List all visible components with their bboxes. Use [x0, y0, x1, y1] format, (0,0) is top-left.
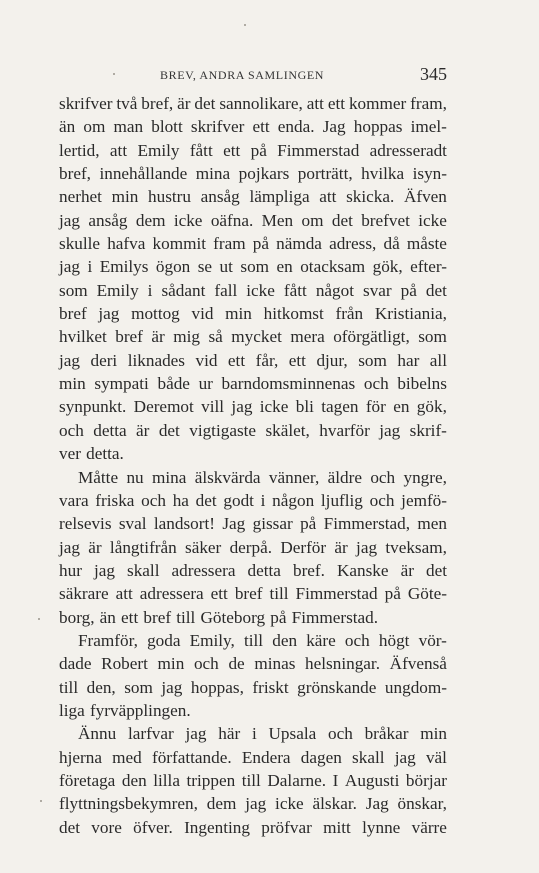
- paper-speck: [113, 73, 115, 75]
- text-line: hjerna med författande. Endera dagen skall jag väl: [59, 747, 447, 767]
- text-line: flyttningsbekymren, dem jag icke älskar. Jag önskar,: [59, 794, 447, 814]
- text-line: borg, än ett bref till Göteborg på Fimmerstad.: [59, 607, 379, 627]
- text-line: jag ansåg dem icke oäfna. Men om det brefvet icke: [59, 210, 447, 230]
- text-line: jag deri liknades vid ett får, ett djur, som har all: [59, 350, 447, 370]
- text-line: skrifver två bref, är det sannolikare, att ett kommer fram,: [59, 94, 447, 113]
- paper-speck: [244, 24, 246, 26]
- text-line: synpunkt. Deremot vill jag icke bli tagen för en gök,: [59, 397, 447, 417]
- text-line: det vore öfver. Ingenting pröfvar mitt lynne värre: [59, 817, 447, 837]
- text-line: till den, som jag hoppas, friskt grönskande ungdom-: [59, 677, 447, 697]
- running-title: BREV, ANDRA SAMLINGEN: [160, 68, 325, 82]
- text-line: relsevis sval landsort! Jag gissar på Fimmerstad, men: [59, 514, 447, 534]
- text-line: skulle hafva kommit fram på nämda adress, då måste: [59, 234, 447, 254]
- text-line: som Emily i sådant fall icke fått något svar på det: [59, 280, 447, 300]
- paper-speck: [38, 618, 40, 620]
- text-line: ver detta.: [59, 444, 124, 464]
- text-line: vara friska och ha det godt i någon ljuflig och jemfö-: [59, 490, 447, 510]
- text-line: Måtte nu mina älskvärda vänner, äldre och yngre,: [78, 467, 447, 487]
- text-line: hur jag skall adressera detta bref. Kanske är det: [59, 560, 447, 580]
- text-line: min sympati både ur barndomsminnenas och bibelns: [59, 374, 447, 394]
- text-line: jag i Emilys ögon se ut som en otacksam gök, efter-: [59, 257, 447, 277]
- body-text: [59, 92, 447, 839]
- text-line: nerhet min hustru ansåg lämpliga att skicka. Äfven: [59, 187, 447, 207]
- running-head: [0, 64, 539, 86]
- text-line: bref, innehållande mina pojkars porträtt, hvilka isyn-: [59, 164, 447, 184]
- page-number: 345: [420, 64, 447, 84]
- text-line: dade Robert min och de minas helsningar. Äfvenså: [59, 654, 447, 674]
- text-line: än om man blott skrifver ett enda. Jag hoppas imel-: [59, 117, 447, 137]
- paper-speck: [40, 800, 42, 802]
- text-line: säkrare att adressera ett bref till Fimmerstad på Göte-: [59, 584, 447, 604]
- text-line: och detta är det vigtigaste skälet, hvarför jag skrif-: [59, 420, 447, 440]
- text-line: lertid, att Emily fått ett på Fimmerstad adresseradt: [59, 140, 447, 160]
- text-line: liga fyrväpplingen.: [59, 700, 191, 720]
- text-line: Ännu larfvar jag här i Upsala och bråkar min: [78, 724, 447, 744]
- text-line: bref jag mottog vid min hitkomst från Kristiania,: [59, 304, 447, 324]
- text-line: företaga den lilla trippen till Dalarne. I Augusti börjar: [59, 770, 447, 790]
- text-line: Framför, goda Emily, till den käre och högt vör-: [78, 630, 447, 650]
- text-line: hvilket bref är mig så mycket mera oförgätligt, som: [59, 327, 447, 347]
- text-line: jag är långtifrån säker derpå. Derför är jag tveksam,: [59, 537, 447, 557]
